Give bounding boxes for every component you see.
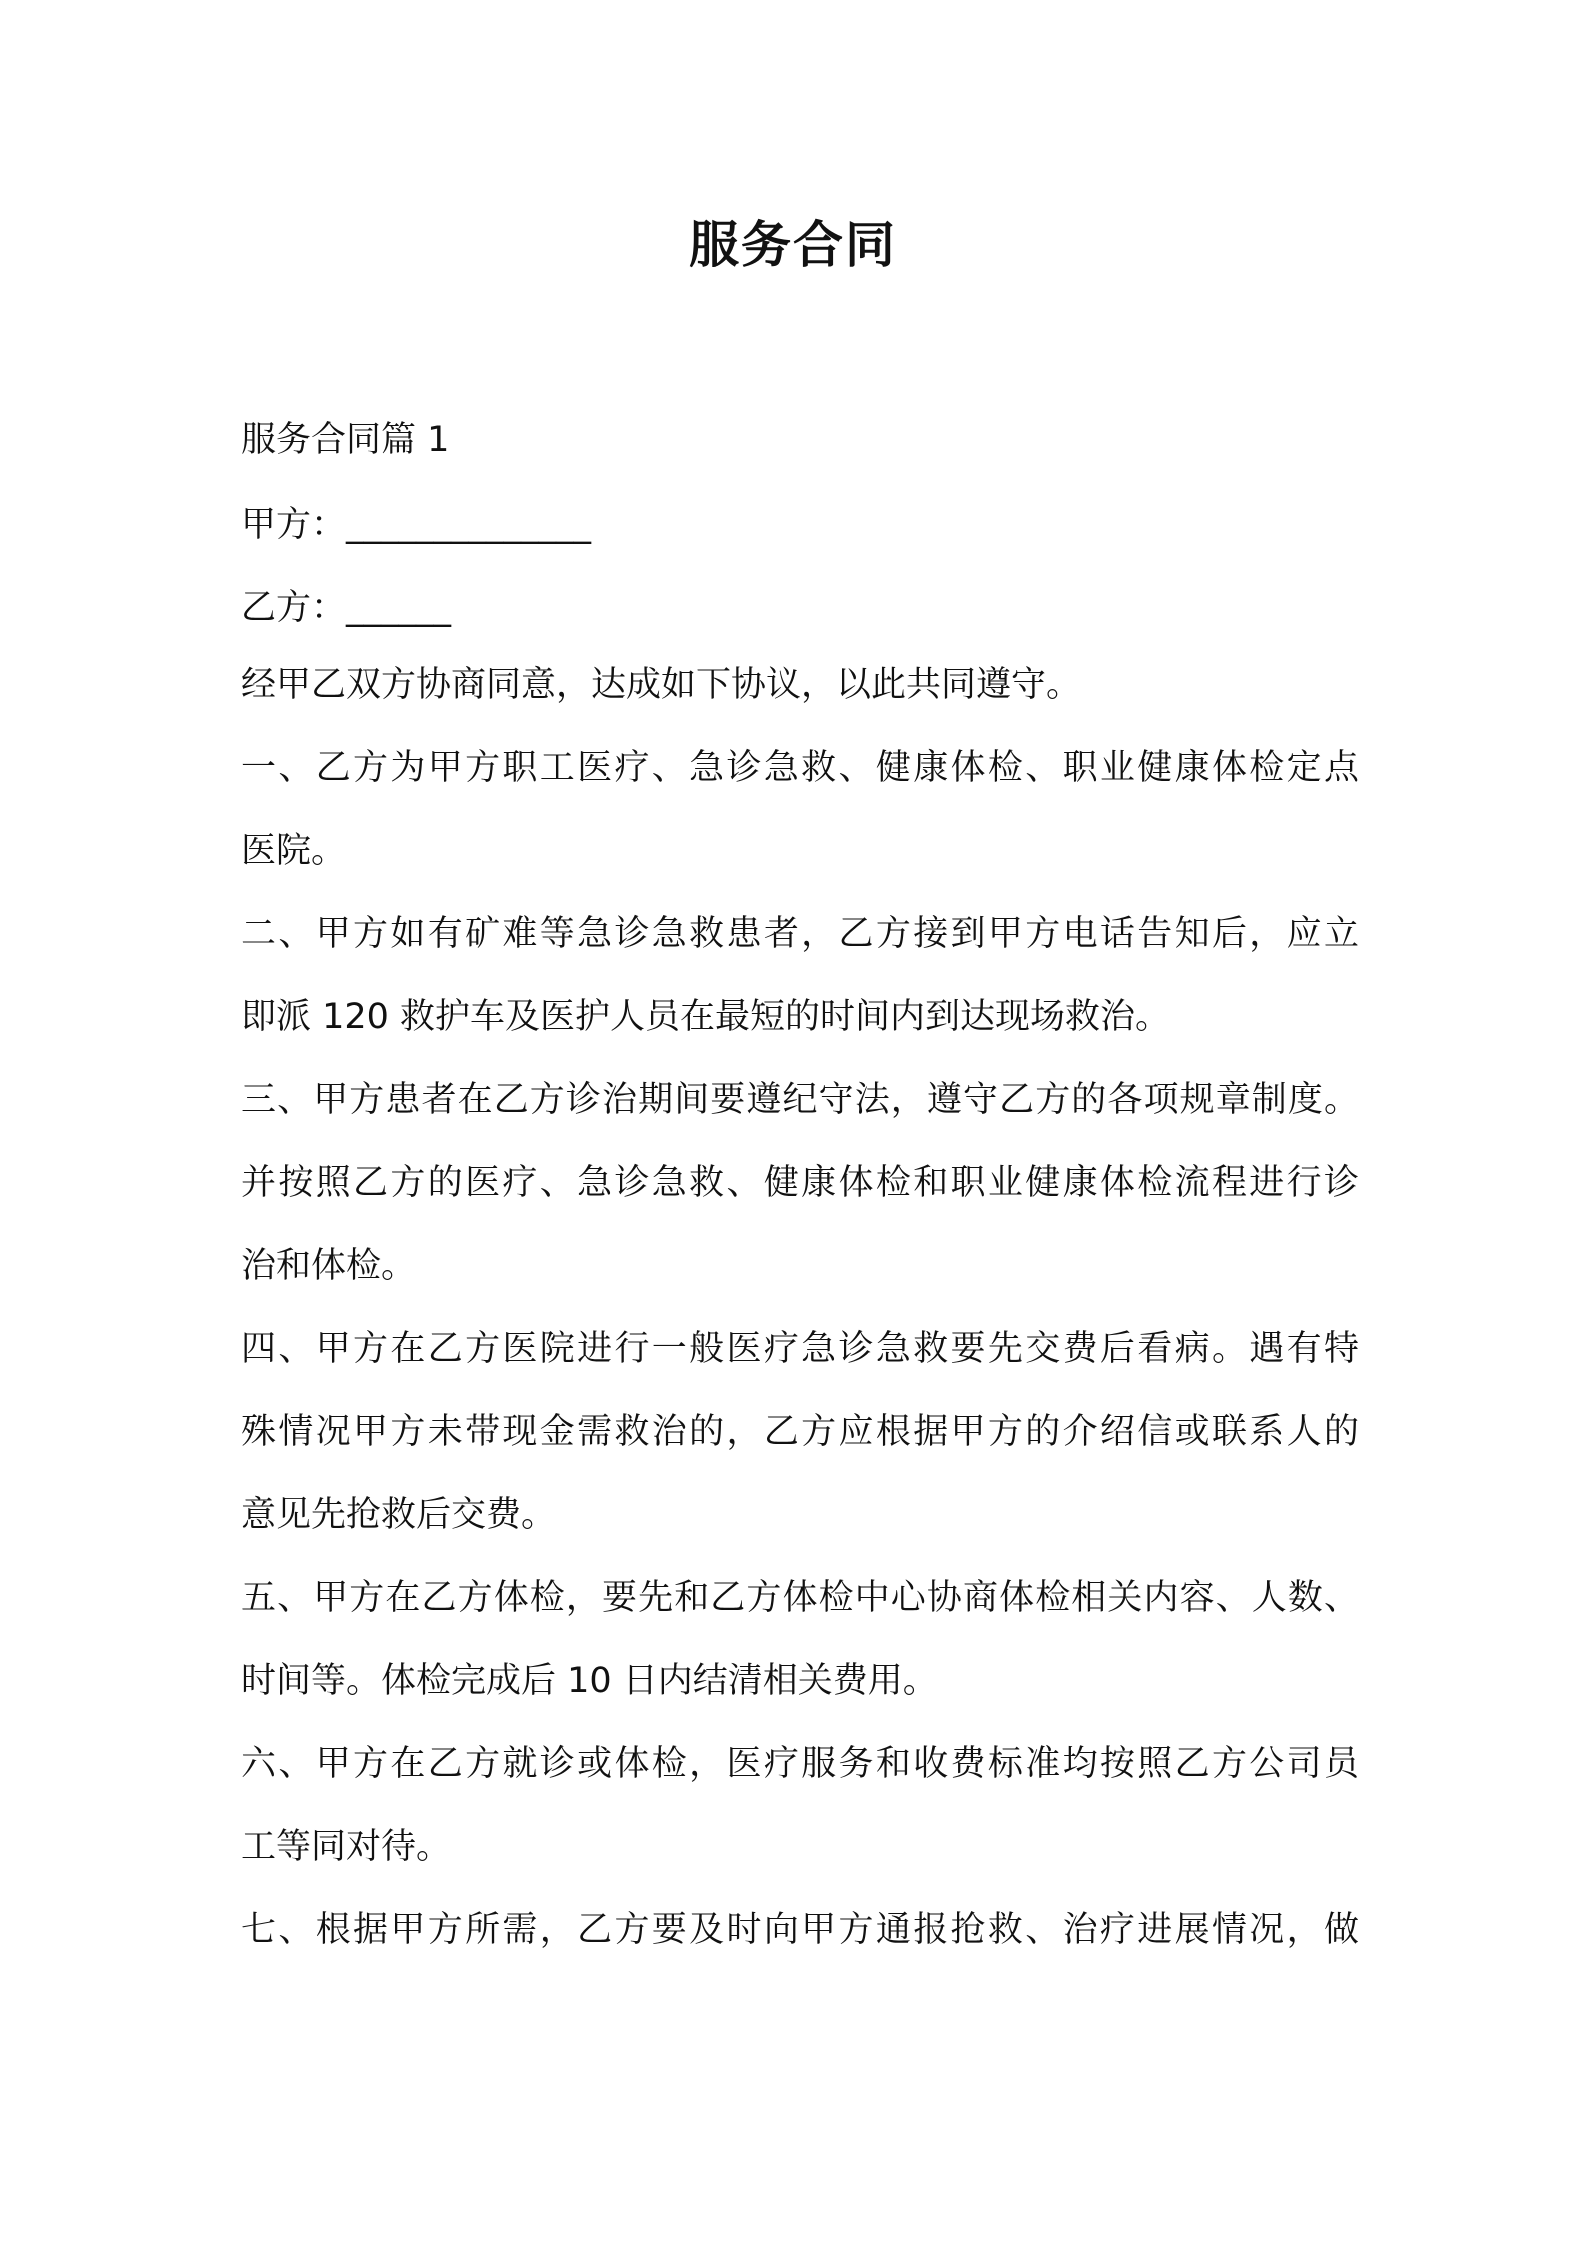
paragraph-line: 意见先抢救后交费。 <box>241 1495 557 1535</box>
paragraph-line: 二、甲方如有矿难等急诊急救患者，乙方接到甲方电话告知后，应立 <box>241 914 1359 954</box>
paragraph-line: 治和体检。 <box>241 1246 417 1286</box>
paragraph-line: 四、甲方在乙方医院进行一般医疗急诊急救要先交费后看病。遇有特 <box>241 1329 1359 1369</box>
party-b-line: 乙方：______ <box>241 588 452 628</box>
paragraph-line: 并按照乙方的医疗、急诊急救、健康体检和职业健康体检流程进行诊 <box>241 1163 1359 1203</box>
section-heading: 服务合同篇 1 <box>241 420 450 460</box>
paragraph-line: 即派 120 救护车及医护人员在最短的时间内到达现场救治。 <box>241 997 1171 1037</box>
party-a-line: 甲方：______________ <box>241 505 592 545</box>
paragraph-line: 一、乙方为甲方职工医疗、急诊急救、健康体检、职业健康体检定点 <box>241 748 1359 788</box>
paragraph-line: 殊情况甲方未带现金需救治的，乙方应根据甲方的介绍信或联系人的 <box>241 1412 1359 1452</box>
paragraph-line: 五、甲方在乙方体检，要先和乙方体检中心协商体检相关内容、人数、 <box>241 1578 1359 1618</box>
document-title: 服务合同 <box>689 216 897 274</box>
paragraph-line: 工等同对待。 <box>241 1827 452 1867</box>
paragraph-line: 六、甲方在乙方就诊或体检，医疗服务和收费标准均按照乙方公司员 <box>241 1744 1359 1784</box>
paragraph-line: 时间等。体检完成后 10 日内结清相关费用。 <box>241 1661 938 1701</box>
paragraph-line: 七、根据甲方所需，乙方要及时向甲方通报抢救、治疗进展情况，做 <box>241 1910 1359 1950</box>
paragraph-line: 三、甲方患者在乙方诊治期间要遵纪守法，遵守乙方的各项规章制度。 <box>241 1080 1359 1120</box>
paragraph-line: 医院。 <box>241 831 347 871</box>
paragraph-line: 经甲乙双方协商同意，达成如下协议，以此共同遵守。 <box>241 665 1082 705</box>
